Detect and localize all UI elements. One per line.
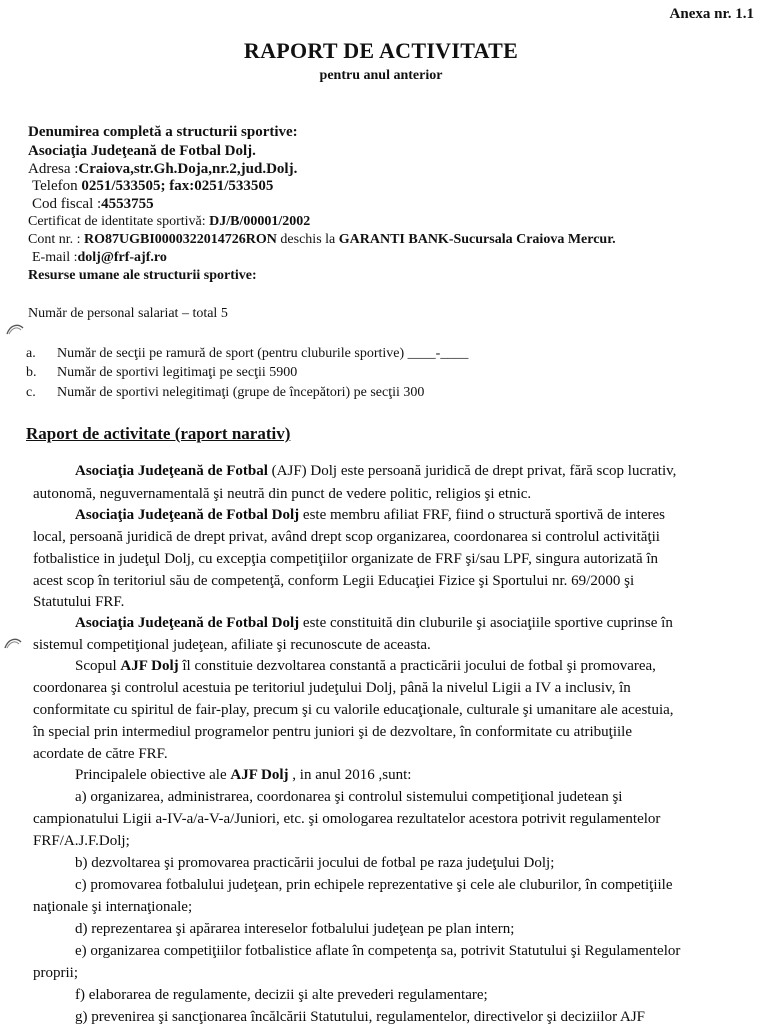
report-line xyxy=(75,507,665,524)
staff-item-letter: c. xyxy=(26,385,36,400)
report-line-bold: AJF Dolj xyxy=(120,658,179,674)
fiscal-value: 4553755 xyxy=(101,196,154,212)
report-line-text: d) reprezentarea şi apărarea intereselor fotbalului judeţean pe plan intern; xyxy=(75,921,515,937)
staff-total: Număr de personal salariat – total 5 xyxy=(28,306,228,321)
report-line-text: proprii; xyxy=(33,965,78,981)
report-line-text: , in anul 2016 ,sunt: xyxy=(288,767,412,783)
account-mid: deschis la xyxy=(276,232,339,247)
report-line-text: sistemul competiţional judeţean, afiliate şi recunoscute de aceasta. xyxy=(33,637,431,653)
structure-name: Asociaţia Judeţeană de Fotbal Dolj. xyxy=(28,143,256,159)
page-title: RAPORT DE ACTIVITATE xyxy=(243,38,519,63)
report-line xyxy=(33,746,168,763)
email-value: dolj@frf-ajf.ro xyxy=(77,250,167,265)
email-line xyxy=(32,250,167,266)
certificate-line xyxy=(28,214,310,230)
staff-item-c xyxy=(26,385,424,401)
report-line xyxy=(33,724,632,741)
staff-item-letter: b. xyxy=(26,365,37,380)
report-line xyxy=(75,463,676,480)
report-line-text: b) dezvoltarea şi promovarea practicării jocului de fotbal pe raza judeţului Dolj; xyxy=(75,855,555,871)
report-line xyxy=(33,529,660,546)
report-line-bold: Asociaţia Judeţeană de Fotbal Dolj xyxy=(75,615,300,631)
report-line-text: în special prin intermediul programelor pentru juniori şi de dezvoltare, în conformitate cu atribuţiile xyxy=(33,724,632,740)
structure-label: Denumirea completă a structurii sportive: xyxy=(28,124,298,140)
staff-item-letter: a. xyxy=(26,346,36,361)
report-line xyxy=(33,965,78,982)
report-line-text: f) elaborarea de regulamente, decizii şi alte prevederi regulamentare; xyxy=(75,987,488,1003)
report-line-text: e) organizarea competiţiilor fotbalistice aflate în competenţa sa, potrivit Statutului şi Regulamentelor xyxy=(75,943,681,959)
resources-label: Resurse umane ale structurii sportive: xyxy=(28,268,257,283)
staff-item-b xyxy=(26,365,297,381)
phone-label: Telefon xyxy=(32,178,82,194)
report-line-text: FRF/A.J.F.Dolj; xyxy=(33,833,130,849)
scan-mark-icon xyxy=(4,636,22,650)
report-line-bold: Asociaţia Judeţeană de Fotbal xyxy=(75,463,268,479)
report-line xyxy=(33,573,634,590)
report-line-text: este membru afiliat FRF, fiind o structură sportivă de interes xyxy=(299,507,665,523)
report-line xyxy=(75,987,488,1004)
report-line xyxy=(75,1009,645,1026)
certificate-value: DJ/B/00001/2002 xyxy=(209,214,311,229)
report-line-bold: AJF Dolj xyxy=(230,767,289,783)
report-line xyxy=(33,594,124,611)
page-subtitle: pentru anul anterior xyxy=(319,68,443,83)
report-line-text: coordonarea şi controlul acestuia pe teritoriul judeţului Dolj, până la nivelul Ligii a IV a inclusiv, în xyxy=(33,680,631,696)
phone-value: 0251/533505; fax:0251/533505 xyxy=(81,178,274,194)
annex-label: Anexa nr. 1.1 xyxy=(669,6,754,22)
report-line-text: fotbalistice in judeţul Dolj, cu excepţia competiţiilor organizate de FRF şi/sau LPF, singura autorizată în xyxy=(33,551,659,567)
report-line-text: Statutului FRF. xyxy=(33,594,125,610)
report-line-text: naţionale şi internaţionale; xyxy=(33,899,193,915)
address-line xyxy=(28,161,297,178)
staff-item-text: Număr de sportivi legitimaţi pe secţii 5900 xyxy=(57,365,298,380)
staff-item-text: Număr de secţii pe ramură de sport (pentru cluburile sportive) ____-____ xyxy=(57,346,469,361)
report-line xyxy=(75,767,411,784)
address-label: Adresa : xyxy=(28,161,79,177)
report-line-text: Scopul xyxy=(75,658,121,674)
report-line xyxy=(75,855,554,872)
report-line xyxy=(33,702,674,719)
report-line-text: a) organizarea, administrarea, coordonarea şi controlul sistemului competiţional judetean şi xyxy=(75,789,623,805)
report-line xyxy=(75,789,622,806)
report-line xyxy=(33,899,192,916)
address-value: Craiova,str.Gh.Doja,nr.2,jud.Dolj. xyxy=(78,161,298,177)
report-line-text: acest scop în teritoriul său de competenţă, conform Legii Educaţiei Fizice şi Sportului nr. 69/2000 şi xyxy=(33,573,635,589)
report-line xyxy=(33,486,531,503)
report-line-text: autonomă, neguvernamentală şi neutră din punct de vedere politic, religios şi etnic. xyxy=(33,486,532,502)
report-line xyxy=(75,658,656,675)
report-line-text: local, persoană juridică de drept privat, având drept scop organizarea, coordonarea si controlul activităţii xyxy=(33,529,660,545)
report-line-text: acordate de către FRF. xyxy=(33,746,168,762)
account-value: RO87UGBI0000322014726RON xyxy=(84,232,277,247)
report-line-text: campionatului Ligii a-IV-a/a-V-a/Juniori, etc. şi omologarea rezultatelor acestora potrivit regulamentelor xyxy=(33,811,661,827)
report-line-text: c) promovarea fotbalului judeţean, prin echipele reprezentative şi cele ale cluburilor, în competiţiile xyxy=(75,877,673,893)
report-heading: Raport de activitate (raport narativ) xyxy=(26,424,291,443)
account-line xyxy=(28,232,616,248)
report-line xyxy=(75,615,673,632)
fiscal-label: Cod fiscal : xyxy=(32,196,102,212)
report-line-text: conformitate cu spiritul de fair-play, precum şi cu valorile educaţionale, culturale şi umanitare ale acestuia, xyxy=(33,702,674,718)
report-line xyxy=(75,877,672,894)
report-line xyxy=(33,637,431,654)
report-line xyxy=(75,943,680,960)
report-line-text: (AJF) Dolj este persoană juridică de drept privat, fără scop lucrativ, xyxy=(267,463,677,479)
report-line-text: este constituită din cluburile şi asociaţiile sportive cuprinse în xyxy=(299,615,673,631)
report-line xyxy=(33,811,660,828)
report-line-text: Principalele obiective ale xyxy=(75,767,231,783)
account-label: Cont nr. : xyxy=(28,232,85,247)
staff-item-text: Număr de sportivi nelegitimaţi (grupe de începători) pe secţii 300 xyxy=(57,385,425,400)
fiscal-line xyxy=(32,196,154,213)
staff-item-a xyxy=(26,346,468,362)
certificate-label: Certificat de identitate sportivă: xyxy=(28,214,210,229)
email-label: E-mail : xyxy=(32,250,78,265)
account-bank: GARANTI BANK-Sucursala Craiova Mercur. xyxy=(338,232,616,247)
report-line xyxy=(33,833,130,850)
report-line-text: g) prevenirea şi sancţionarea încălcării Statutului, regulamentelor, directivelor şi deciziilor AJF xyxy=(75,1009,646,1025)
report-line-text: îl constituie dezvoltarea constantă a practicării jocului de fotbal şi promovarea, xyxy=(178,658,656,674)
scan-mark-icon xyxy=(6,322,24,336)
report-line-bold: Asociaţia Judeţeană de Fotbal Dolj xyxy=(75,507,300,523)
report-line xyxy=(75,921,514,938)
phone-line xyxy=(32,178,273,195)
report-line xyxy=(33,551,658,568)
report-line xyxy=(33,680,631,697)
